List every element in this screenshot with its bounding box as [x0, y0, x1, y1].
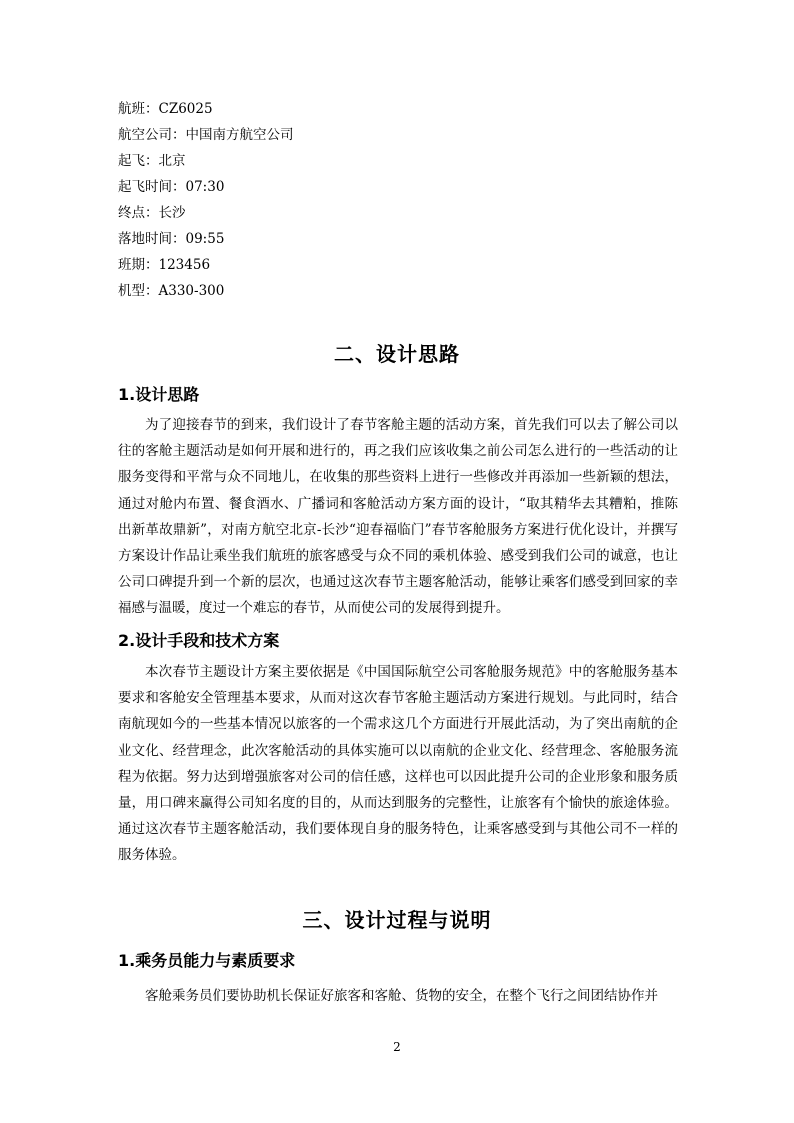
page-number: 2 — [393, 1040, 401, 1054]
section-2-2-body: 本次春节主题设计方案主要依据是《中国国际航空公司客舱服务规范》中的客舱服务基本要求和客舱安全管理基本要求，从而对这次春节客舱主题活动方案进行规划。与此同时，结合南航现如今的一些基本情况以旅客的一个需求这几个方面进行开展此活动，为了突出南航的企业文化、经营理念，此次客舱活动的具体实施可以以南航的企业文化、经营理念、客舱服务流程为依据。努力达到增强旅客对公司的信任感，这样也可以因此提升公司的企业形象和服务质量，用口碑来赢得公司知名度的目的，从而达到服务的完整性，让旅客有个愉快的旅途体验。通过这次春节主题客舱活动，我们要体现自身的服务特色，让乘客感受到与其他公司不一样的服务体验。 — [118, 664, 678, 864]
flight-info-line: 起飞：北京 — [118, 153, 186, 169]
section-2-title: 二、设计思路 — [334, 342, 460, 366]
section-2-2-heading: 2.设计手段和技术方案 — [118, 631, 280, 650]
section-3-1-heading: 1.乘务员能力与素质要求 — [118, 951, 296, 970]
flight-info-line: 落地时间：09:55 — [118, 231, 225, 247]
section-3-title: 三、设计过程与说明 — [302, 908, 492, 932]
section-2-1-body: 为了迎接春节的到来，我们设计了春节客舱主题的活动方案，首先我们可以去了解公司以往的客舱主题活动是如何开展和进行的，再之我们应该收集之前公司怎么进行的一些活动的让服务变得和平常与众不同地儿，在收集的那些资料上进行一些修改并再添加一些新颖的想法，通过对舱内布置、餐食酒水、广播词和客舱活动方案方面的设计，“取其精华去其糟粕，推陈出新革故鼎新”，对南方航空北京-长沙“迎春福临门”春节客舱服务方案进行优化设计，并撰写方案设计作品让乘坐我们航班的旅客感受与众不同的乘机体验、感受到我们公司的诚意，也让公司口碑提升到一个新的层次，也通过这次春节主题客舱活动，能够让乘客们感受到回家的幸福感与温暖，度过一个难忘的春节，从而使公司的发展得到提升。 — [118, 417, 678, 617]
section-2-1-heading: 1.设计思路 — [118, 385, 200, 404]
flight-info-line: 终点：长沙 — [118, 205, 186, 221]
flight-info-line: 航班：CZ6025 — [118, 101, 213, 117]
flight-info-line: 起飞时间：07:30 — [118, 179, 225, 195]
flight-info-line: 班期：123456 — [118, 257, 211, 273]
flight-info-line: 航空公司：中国南方航空公司 — [118, 127, 294, 143]
flight-info-line: 机型：A330-300 — [118, 283, 225, 299]
flight-info-block — [118, 96, 294, 304]
section-3-1-body: 客舱乘务员们要协助机长保证好旅客和客舱、货物的安全，在整个飞行之间团结协作并 — [145, 988, 658, 1004]
